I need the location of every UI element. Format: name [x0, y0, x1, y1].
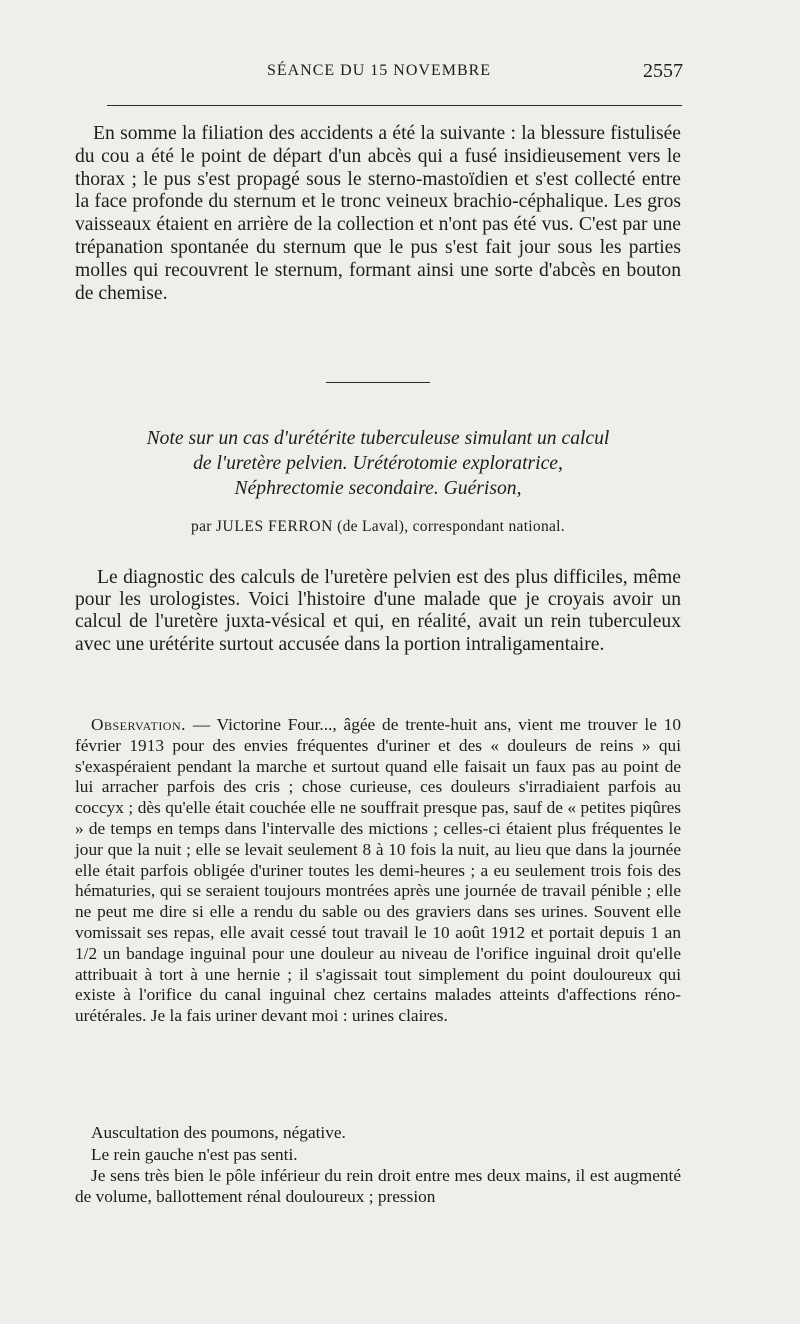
auscultation-line: Auscultation des poumons, négative. [91, 1123, 346, 1142]
section-separator [326, 382, 430, 383]
paragraph-conclusion: En somme la filiation des accidents a été la suivante : la blessure fistulisée du cou a été le point de départ d'un abcès qui a fusé insidieusement vers le thorax ; le pus s'est propagé sous le sterno-mastoïdien et s'est collecté entre la face profonde du sternum et le tronc veineux brachio-céphalique. Les gros vaisseaux étaient en arrière de la collection et n'ont pas été vus. C'est par une trépanation spontanée du sternum que le pus s'est fait jour sous les parties molles qui recouvrent le sternum, formant ainsi une sorte d'abcès en bouton de chemise. [75, 123, 681, 304]
observation-continuation: Je sens très bien le pôle inférieur du rein droit entre mes deux mains, il est augmenté de volume, ballottement rénal douloureux ; pression [75, 1166, 681, 1206]
observation-label: Observation. [91, 715, 186, 734]
note-title-line: Note sur un cas d'urétérite tuberculeuse simulant un calcul [146, 428, 610, 449]
page-header [75, 62, 683, 88]
observation-paragraph [75, 715, 681, 1027]
running-title: SÉANCE DU 15 NOVEMBRE [266, 62, 492, 79]
author-affiliation: (de Laval), correspondant national. [337, 518, 565, 535]
page-number: 2557 [643, 60, 683, 82]
header-rule [107, 105, 682, 106]
rein-gauche-line: Le rein gauche n'est pas senti. [91, 1145, 298, 1164]
note-title-line: de l'uretère pelvien. Urétérotomie exploratrice, [193, 453, 563, 474]
author-name: JULES FERRON [215, 518, 333, 535]
note-title-line: Néphrectomie secondaire. Guérison, [234, 478, 522, 499]
note-title [75, 426, 681, 501]
author-prefix: par [191, 518, 212, 535]
observation-text: — Victorine Four..., âgée de trente-huit ans, vient me trouver le 10 février 1913 pour des envies fréquentes d'uriner et des « douleurs de reins » qui s'exaspéraient pendant la marche et surtout quand elle faisait un faux pas au point de lui arracher parfois des cris ; chose curieuse, ces douleurs s'irradiaient parfois au coccyx ; dès qu'elle était couchée elle ne souffrait presque pas, sauf de « petites piqûres » de temps en temps dans l'intervalle des mictions ; celles-ci étaient plus fréquentes le jour que la nuit ; elle se levait seulement 8 à 10 fois la nuit, au lieu que dans la journée elle était parfois obligée d'uriner toutes les demi-heures ; a eu seulement trois fois des hématuries, qui se seraient toujours montrées après une journée de travail pénible ; elle ne peut me dire si elle a rendu du sable ou des graviers dans ses urines. Souvent elle vomissait ses repas, elle avait cessé tout travail le 10 août 1912 et portait depuis 1 an 1/2 un bandage inguinal pour une douleur au niveau de l'orifice inguinal droit qu'elle attribuait à tort à une hernie ; il s'agissait tout simplement du point douloureux qui existe à l'orifice du canal inguinal chez certains malades atteints d'affections réno-urétérales. Je la fais uriner devant moi : urines claires. [75, 715, 681, 1026]
author-byline [75, 518, 681, 536]
paragraph-introduction: Le diagnostic des calculs de l'uretère pelvien est des plus difficiles, même pour les urologistes. Voici l'histoire d'une malade que je croyais avoir un calcul de l'uretère juxta-vésical et qui, en réalité, avait un rein tuberculeux avec une urétérite surtout accusée dans la portion intraligamentaire. [75, 567, 681, 655]
